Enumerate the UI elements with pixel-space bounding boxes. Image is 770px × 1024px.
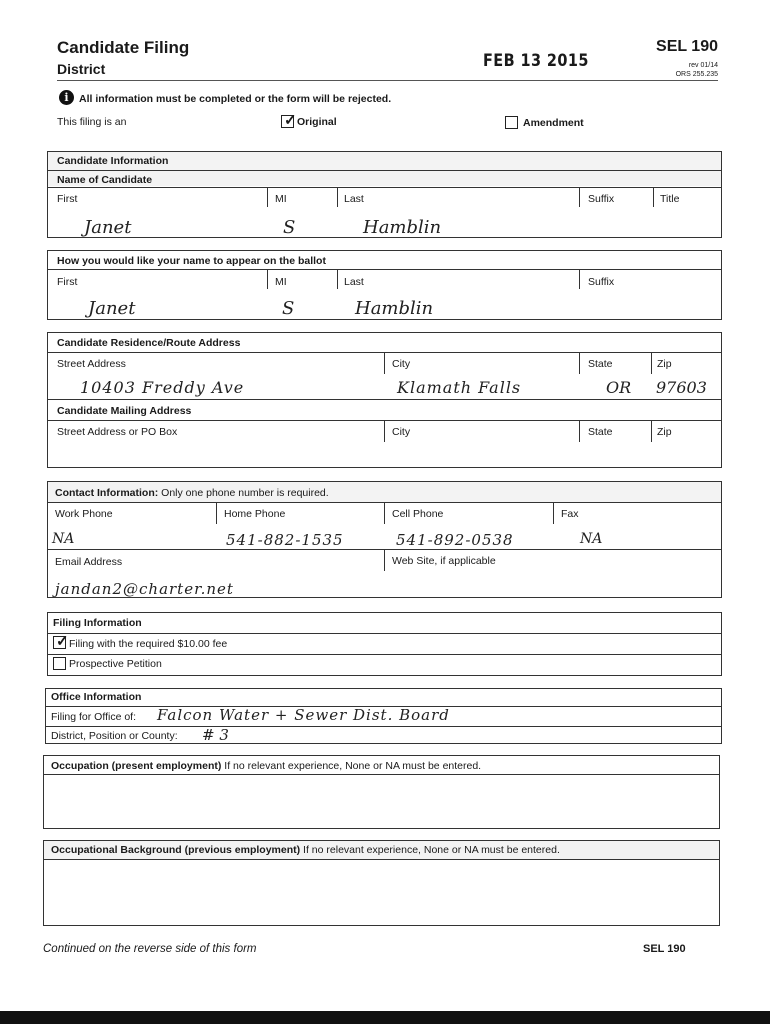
candidate-information-heading: Candidate Information: [57, 155, 169, 167]
suffix-label: Suffix: [588, 193, 615, 205]
continued-note: Continued on the reverse side of this form: [43, 943, 257, 955]
form-title: Candidate Filing: [57, 38, 190, 57]
city-label: City: [392, 358, 411, 370]
last-name-label: Last: [344, 193, 364, 205]
background-note: If no relevant experience, None or NA must be entered.: [303, 844, 560, 856]
contact-heading-row: [55, 487, 329, 499]
name-of-candidate-heading: Name of Candidate: [57, 174, 153, 186]
website-label: Web Site, if applicable: [392, 555, 496, 567]
received-date-stamp: FEB 13 2015: [483, 51, 589, 71]
first-name-label: First: [57, 193, 78, 205]
work-phone-value[interactable]: NA: [52, 531, 75, 547]
fax-label: Fax: [561, 508, 579, 520]
street-address-label: Street Address: [57, 358, 126, 370]
mailing-heading: Candidate Mailing Address: [57, 405, 192, 417]
filing-type-label: This filing is an: [57, 116, 127, 128]
occupation-heading-row: [51, 760, 481, 772]
mi-value[interactable]: S: [283, 217, 296, 238]
home-phone-label: Home Phone: [224, 508, 286, 520]
ballot-first-value[interactable]: Janet: [88, 298, 136, 319]
state-label: State: [588, 358, 613, 370]
last-name-value[interactable]: Hamblin: [363, 217, 442, 238]
district-position-value[interactable]: # 3: [202, 726, 229, 744]
footer-form-id: SEL 190: [643, 943, 686, 955]
title-label: Title: [660, 193, 680, 205]
cell-phone-label: Cell Phone: [392, 508, 444, 520]
amendment-checkbox[interactable]: [505, 116, 518, 129]
ballot-last-label: Last: [344, 276, 364, 288]
city-value[interactable]: Klamath Falls: [397, 378, 522, 397]
contact-heading: Contact Information:: [55, 487, 159, 499]
mi-label: MI: [275, 193, 287, 205]
occupation-note: If no relevant experience, None or NA must be entered.: [224, 760, 482, 772]
checkmark-icon: ✓: [284, 112, 297, 129]
work-phone-label: Work Phone: [55, 508, 113, 520]
filing-information-heading: Filing Information: [53, 617, 142, 629]
scan-edge-bar: [0, 1011, 770, 1024]
zip-value[interactable]: 97603: [656, 378, 707, 397]
cell-phone-value[interactable]: 541-892-0538: [396, 531, 514, 549]
contact-heading-note: Only one phone number is required.: [161, 487, 329, 499]
state-value[interactable]: OR: [606, 378, 632, 397]
notice-text: All information must be completed or the form will be rejected.: [79, 93, 392, 105]
amendment-label: Amendment: [523, 117, 584, 129]
residence-heading: Candidate Residence/Route Address: [57, 337, 241, 349]
office-information-heading: Office Information: [51, 691, 142, 703]
email-value[interactable]: jandan2@charter.net: [55, 580, 234, 598]
ballot-mi-label: MI: [275, 276, 287, 288]
ballot-mi-value[interactable]: S: [282, 298, 295, 319]
checkmark-icon: ✓: [56, 633, 69, 650]
ballot-first-label: First: [57, 276, 78, 288]
filing-for-office-label: Filing for Office of:: [51, 711, 137, 723]
ballot-suffix-label: Suffix: [588, 276, 615, 288]
email-label: Email Address: [55, 556, 123, 568]
original-label: Original: [297, 116, 337, 128]
mailing-city-label: City: [392, 426, 411, 438]
info-icon: i: [59, 90, 74, 105]
revision-label: rev 01/14: [688, 62, 718, 69]
prospective-petition-label: Prospective Petition: [69, 658, 162, 670]
office-value[interactable]: Falcon Water + Sewer Dist. Board: [157, 706, 450, 724]
mailing-zip-label: Zip: [657, 426, 672, 438]
ballot-name-heading: How you would like your name to appear on the ballot: [57, 255, 326, 267]
mailing-state-label: State: [588, 426, 613, 438]
occupation-heading: Occupation (present employment): [51, 760, 222, 772]
form-id: SEL 190: [656, 38, 718, 55]
district-position-label: District, Position or County:: [51, 730, 178, 742]
mailing-street-label: Street Address or PO Box: [57, 426, 178, 438]
district-label: District: [57, 61, 106, 77]
background-heading: Occupational Background (previous employment): [51, 844, 301, 856]
zip-label: Zip: [657, 358, 672, 370]
header-rule: [57, 80, 718, 81]
filing-fee-label: Filing with the required $10.00 fee: [69, 638, 228, 650]
street-address-value[interactable]: 10403 Freddy Ave: [80, 378, 245, 397]
fax-value[interactable]: NA: [580, 531, 603, 547]
background-heading-row: [51, 844, 560, 856]
prospective-petition-checkbox[interactable]: [53, 657, 66, 670]
first-name-value[interactable]: Janet: [84, 217, 132, 238]
home-phone-value[interactable]: 541-882-1535: [226, 531, 344, 549]
ballot-last-value[interactable]: Hamblin: [355, 298, 434, 319]
statute-label: ORS 255.235: [675, 71, 718, 78]
